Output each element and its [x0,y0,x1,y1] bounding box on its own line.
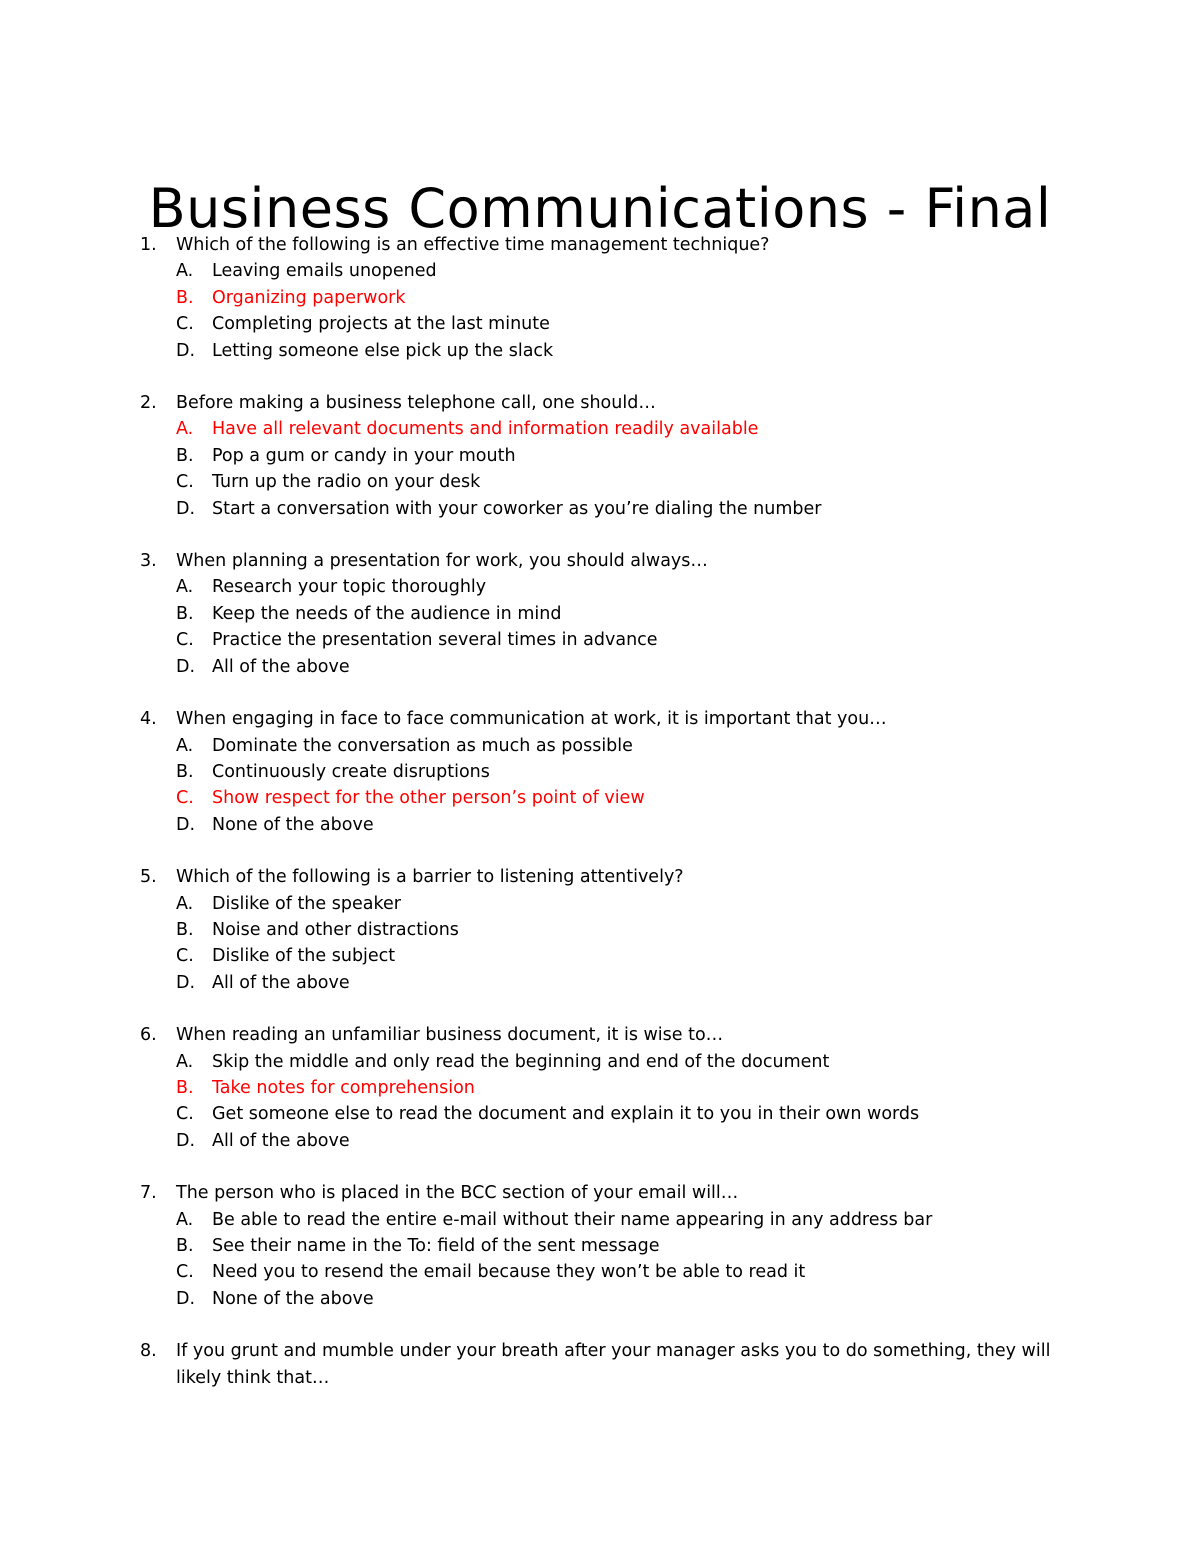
option-a [176,416,1060,442]
option-text: Be able to read the entire e-mail without their name appearing in any address bar [212,1209,933,1230]
option-letter: A. [176,577,194,598]
question-text: Before making a business telephone call, one should… [176,393,656,414]
question-line [140,1180,1060,1206]
option-a [176,733,1060,759]
option-letter: D. [176,498,196,519]
option-letter: B. [176,445,194,466]
question-3 [140,548,1060,680]
option-d [176,338,1060,364]
option-d [176,812,1060,838]
option-text: Dislike of the subject [212,946,396,967]
option-letter: B. [176,1077,194,1098]
question-line [140,1338,1060,1391]
option-a [176,258,1060,284]
option-text: Skip the middle and only read the beginning and end of the document [212,1051,830,1072]
question-line [140,548,1060,574]
option-letter: A. [176,893,194,914]
option-letter: B. [176,919,194,940]
option-a [176,1207,1060,1233]
option-list [140,1049,1060,1155]
option-b [176,443,1060,469]
option-c [176,1101,1060,1127]
option-d [176,496,1060,522]
option-text: Pop a gum or candy in your mouth [212,445,516,466]
option-letter: C. [176,788,194,809]
option-a [176,574,1060,600]
question-1 [140,232,1060,364]
option-list [140,416,1060,522]
option-letter: B. [176,287,194,308]
option-letter: C. [176,1104,194,1125]
option-d [176,1128,1060,1154]
option-text: None of the above [212,1288,374,1309]
option-text: Take notes for comprehension [212,1077,475,1098]
question-line [140,706,1060,732]
option-c [176,785,1060,811]
question-line [140,232,1060,258]
question-text: The person who is placed in the BCC section of your email will… [176,1183,739,1204]
question-text: Which of the following is an effective time management technique? [176,235,770,255]
option-letter: D. [176,340,196,361]
option-letter: C. [176,1262,194,1283]
option-a [176,1049,1060,1075]
option-text: All of the above [212,972,350,993]
option-list [140,258,1060,364]
question-4 [140,706,1060,838]
question-line [140,1022,1060,1048]
option-letter: D. [176,656,196,677]
option-letter: C. [176,314,194,335]
option-letter: B. [176,603,194,624]
page-title: Business Communications - Final [148,177,1052,241]
option-text: Completing projects at the last minute [212,314,550,335]
option-text: None of the above [212,814,374,835]
option-b [176,285,1060,311]
option-b [176,917,1060,943]
option-letter: A. [176,1051,194,1072]
option-text: Dislike of the speaker [212,893,401,914]
question-number: 4. [140,709,157,730]
question-2 [140,390,1060,522]
option-text: Start a conversation with your coworker as you’re dialing the number [212,498,822,519]
option-c [176,1259,1060,1285]
question-line [140,864,1060,890]
question-number: 8. [140,1341,157,1362]
question-number: 2. [140,393,157,414]
option-letter: D. [176,814,196,835]
option-text: Continuously create disruptions [212,761,490,782]
option-text: Organizing paperwork [212,287,406,308]
option-text: Show respect for the other person’s point of view [212,788,645,809]
question-number: 1. [140,235,157,255]
option-c [176,469,1060,495]
option-d [176,654,1060,680]
option-b [176,759,1060,785]
option-list [140,891,1060,997]
question-text: If you grunt and mumble under your breath after your manager asks you to do something, they will likely think that… [176,1341,1051,1388]
option-letter: A. [176,735,194,756]
option-letter: A. [176,419,194,440]
question-text: When reading an unfamiliar business document, it is wise to… [176,1025,724,1046]
option-b [176,601,1060,627]
option-letter: D. [176,1130,196,1151]
option-text: Noise and other distractions [212,919,459,940]
option-a [176,891,1060,917]
question-list [140,232,1060,1417]
option-letter: A. [176,1209,194,1230]
option-text: All of the above [212,1130,350,1151]
option-letter: C. [176,472,194,493]
option-text: See their name in the To: field of the sent message [212,1236,660,1256]
question-number: 3. [140,551,157,572]
question-6 [140,1022,1060,1154]
option-letter: C. [176,630,194,651]
question-number: 6. [140,1025,157,1046]
option-c [176,311,1060,337]
option-text: Leaving emails unopened [212,261,437,282]
option-list [140,574,1060,680]
question-text: Which of the following is a barrier to listening attentively? [176,867,684,888]
option-text: Turn up the radio on your desk [212,472,481,493]
question-line [140,390,1060,416]
option-b [176,1233,1060,1259]
question-8 [140,1338,1060,1391]
option-text: Dominate the conversation as much as possible [212,735,633,756]
option-text: Have all relevant documents and information readily available [212,419,759,440]
question-text: When planning a presentation for work, you should always… [176,551,708,572]
option-letter: C. [176,946,194,967]
option-list [140,1207,1060,1313]
option-list [140,733,1060,839]
option-text: Research your topic thoroughly [212,577,487,598]
question-text: When engaging in face to face communication at work, it is important that you… [176,709,887,730]
option-c [176,627,1060,653]
option-c [176,943,1060,969]
option-letter: B. [176,761,194,782]
option-text: All of the above [212,656,350,677]
option-d [176,1286,1060,1312]
option-letter: B. [176,1236,194,1256]
option-letter: D. [176,1288,196,1309]
option-letter: A. [176,261,194,282]
question-5 [140,864,1060,996]
question-7 [140,1180,1060,1312]
option-text: Get someone else to read the document and explain it to you in their own words [212,1104,920,1125]
option-text: Practice the presentation several times in advance [212,630,658,651]
option-b [176,1075,1060,1101]
option-text: Need you to resend the email because they won’t be able to read it [212,1262,806,1283]
option-d [176,970,1060,996]
option-text: Keep the needs of the audience in mind [212,603,562,624]
question-number: 5. [140,867,157,888]
option-text: Letting someone else pick up the slack [212,340,554,361]
option-letter: D. [176,972,196,993]
question-number: 7. [140,1183,157,1204]
